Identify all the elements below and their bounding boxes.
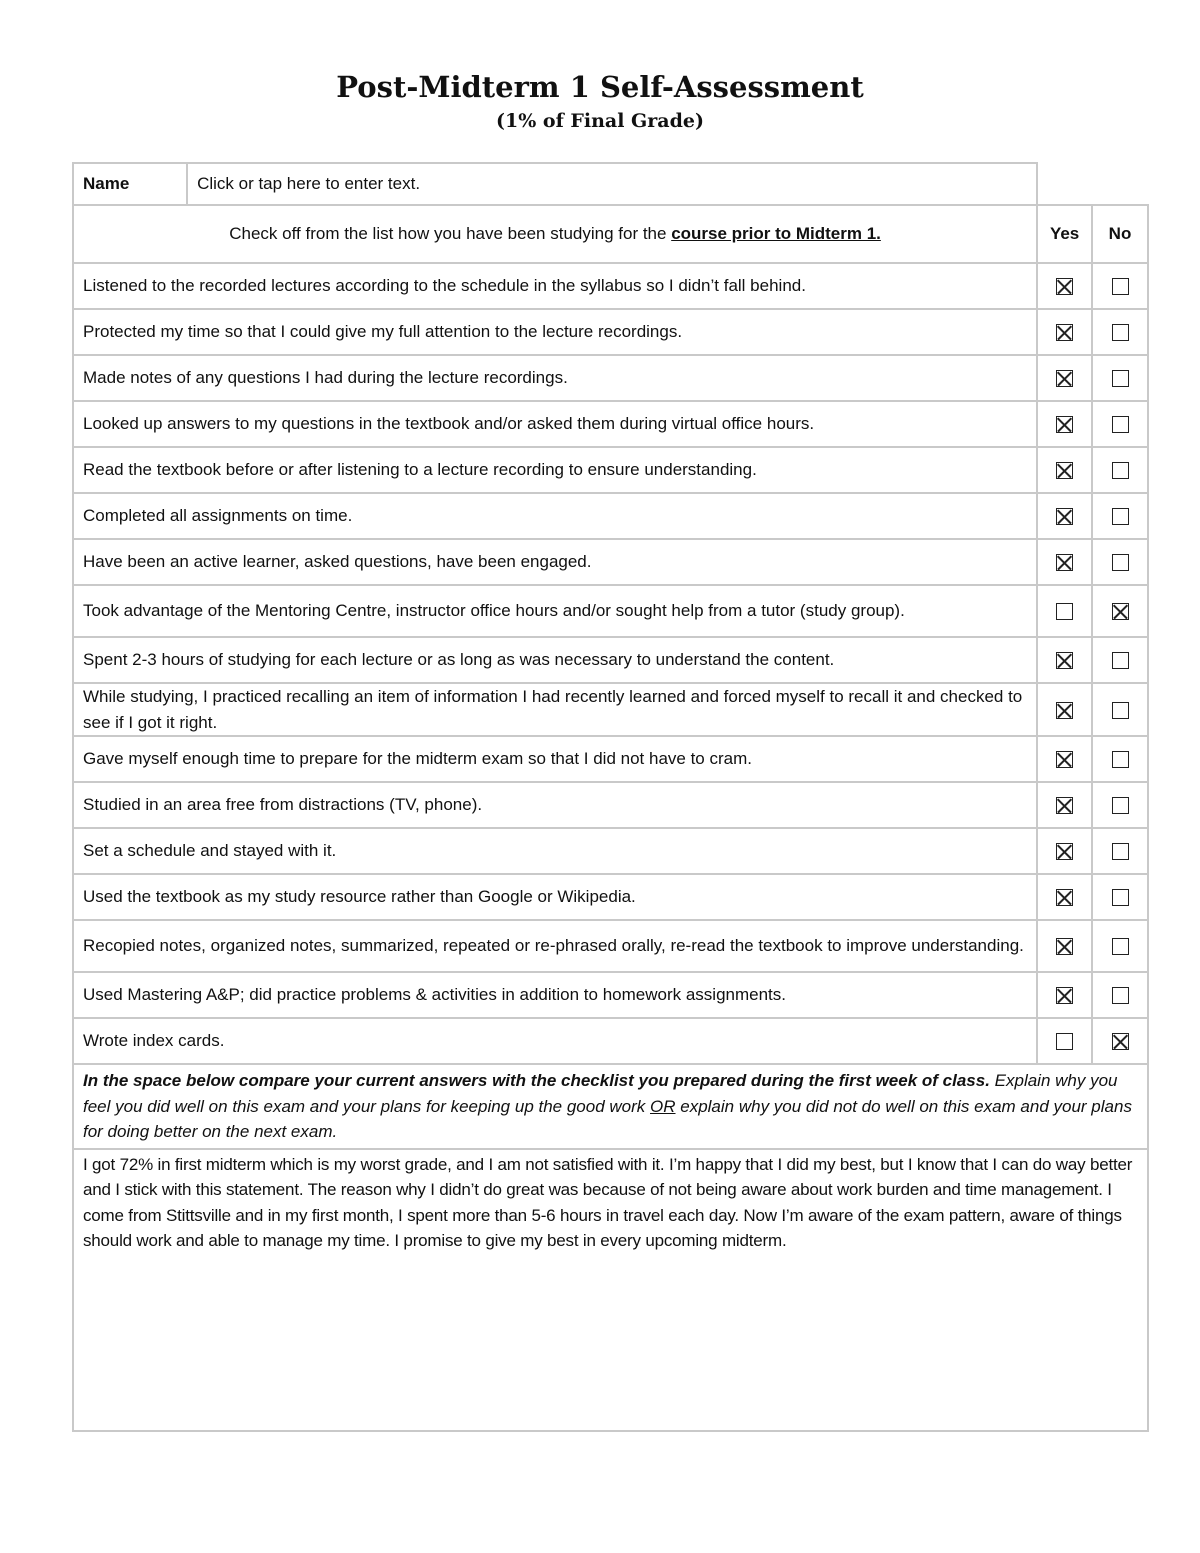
checklist-item-text: Used the textbook as my study resource rather than Google or Wikipedia. <box>73 874 1037 920</box>
yes-cell <box>1037 539 1092 585</box>
no-cell <box>1092 782 1148 828</box>
yes-checkbox[interactable] <box>1056 462 1073 479</box>
reflection-instruction-or: OR <box>650 1096 676 1116</box>
yes-cell <box>1037 683 1092 736</box>
checklist-item-text: While studying, I practiced recalling an item of information I had recently learned and forced myself to recall it and checked to see if I got it right. <box>73 683 1037 736</box>
yes-checkbox[interactable] <box>1056 1033 1073 1050</box>
no-cell <box>1092 683 1148 736</box>
checklist-row <box>73 401 1148 447</box>
checklist-row <box>73 637 1148 683</box>
checklist-row <box>73 263 1148 309</box>
checklist-row <box>73 920 1148 972</box>
no-cell <box>1092 637 1148 683</box>
no-checkbox[interactable] <box>1112 938 1129 955</box>
yes-checkbox[interactable] <box>1056 278 1073 295</box>
checklist-row <box>73 585 1148 637</box>
no-cell <box>1092 828 1148 874</box>
no-checkbox[interactable] <box>1112 797 1129 814</box>
yes-checkbox[interactable] <box>1056 508 1073 525</box>
checklist-row <box>73 683 1148 736</box>
yes-checkbox[interactable] <box>1056 702 1073 719</box>
checklist-row <box>73 309 1148 355</box>
instruction-prefix: Check off from the list how you have been studying for the <box>229 224 672 244</box>
yes-column-header: Yes <box>1037 205 1092 263</box>
yes-cell <box>1037 920 1092 972</box>
no-checkbox[interactable] <box>1112 751 1129 768</box>
yes-cell <box>1037 309 1092 355</box>
checklist-item-text: Studied in an area free from distractions (TV, phone). <box>73 782 1037 828</box>
checklist-item-text: Looked up answers to my questions in the textbook and/or asked them during virtual office hours. <box>73 401 1037 447</box>
no-cell <box>1092 920 1148 972</box>
no-cell <box>1092 447 1148 493</box>
checklist-row <box>73 874 1148 920</box>
yes-checkbox[interactable] <box>1056 797 1073 814</box>
reflection-instruction-part2: explain why you did not do well on this exam and your plans for doing better on the next exam. <box>83 1096 1132 1141</box>
yes-cell <box>1037 585 1092 637</box>
checklist-row <box>73 1018 1148 1064</box>
checklist-row <box>73 782 1148 828</box>
checklist-table <box>72 162 1149 1432</box>
no-checkbox[interactable] <box>1112 702 1129 719</box>
checklist-item-text: Completed all assignments on time. <box>73 493 1037 539</box>
checklist-item-text: Set a schedule and stayed with it. <box>73 828 1037 874</box>
yes-cell <box>1037 874 1092 920</box>
reflection-instruction-part1: Explain why you feel you did well on this exam and your plans for keeping up the good work <box>83 1071 1118 1116</box>
reflection-response[interactable]: I got 72% in first midterm which is my worst grade, and I am not satisfied with it. I’m happy that I did my best, but I know that I can do way better and I stick with this statement. The reason why I didn’t do great was because of not being aware about work burden and time management. I come from Stittsville and in my first month, I spent more than 5-6 hours in travel each day. Now I’m aware of the exam pattern, aware of things should work and able to manage my time. I promise to give my best in every upcoming midterm. <box>73 1149 1148 1431</box>
checklist-item-text: Wrote index cards. <box>73 1018 1037 1064</box>
yes-checkbox[interactable] <box>1056 751 1073 768</box>
yes-checkbox[interactable] <box>1056 889 1073 906</box>
no-checkbox[interactable] <box>1112 843 1129 860</box>
yes-cell <box>1037 828 1092 874</box>
no-checkbox[interactable] <box>1112 278 1129 295</box>
checklist-item-text: Recopied notes, organized notes, summarized, repeated or re-phrased orally, re-read the textbook to improve understanding. <box>73 920 1037 972</box>
yes-cell <box>1037 263 1092 309</box>
name-input[interactable]: Click or tap here to enter text. <box>187 163 1037 205</box>
no-checkbox[interactable] <box>1112 652 1129 669</box>
reflection-instruction-row <box>73 1064 1148 1149</box>
no-cell <box>1092 539 1148 585</box>
no-column-header: No <box>1092 205 1148 263</box>
checklist-row <box>73 828 1148 874</box>
no-checkbox[interactable] <box>1112 889 1129 906</box>
checklist-item-text: Listened to the recorded lectures according to the schedule in the syllabus so I didn’t fall behind. <box>73 263 1037 309</box>
yes-checkbox[interactable] <box>1056 987 1073 1004</box>
name-row-spacer <box>1037 163 1148 205</box>
checklist-item-text: Read the textbook before or after listening to a lecture recording to ensure understanding. <box>73 447 1037 493</box>
checklist-row <box>73 447 1148 493</box>
page-title: Post-Midterm 1 Self-Assessment <box>336 70 864 104</box>
no-cell <box>1092 401 1148 447</box>
yes-checkbox[interactable] <box>1056 370 1073 387</box>
yes-cell <box>1037 401 1092 447</box>
checklist-item-text: Took advantage of the Mentoring Centre, instructor office hours and/or sought help from a tutor (study group). <box>73 585 1037 637</box>
checklist-row <box>73 972 1148 1018</box>
reflection-response-row <box>73 1149 1148 1431</box>
no-cell <box>1092 309 1148 355</box>
instruction-emphasis: course prior to Midterm 1. <box>671 224 881 244</box>
checklist-item-text: Spent 2-3 hours of studying for each lecture or as long as was necessary to understand the content. <box>73 637 1037 683</box>
no-checkbox[interactable] <box>1112 1033 1129 1050</box>
yes-checkbox[interactable] <box>1056 324 1073 341</box>
checklist-row <box>73 539 1148 585</box>
reflection-instruction-bold: In the space below compare your current answers with the checklist you prepared during the first week of class. <box>83 1071 990 1090</box>
reflection-instruction <box>73 1064 1148 1149</box>
no-cell <box>1092 1018 1148 1064</box>
no-checkbox[interactable] <box>1112 987 1129 1004</box>
yes-checkbox[interactable] <box>1056 843 1073 860</box>
checklist-item-text: Have been an active learner, asked questions, have been engaged. <box>73 539 1037 585</box>
yes-checkbox[interactable] <box>1056 554 1073 571</box>
checklist-header-row <box>73 205 1148 263</box>
no-cell <box>1092 355 1148 401</box>
yes-cell <box>1037 493 1092 539</box>
no-cell <box>1092 263 1148 309</box>
yes-cell <box>1037 637 1092 683</box>
checklist-row <box>73 493 1148 539</box>
yes-cell <box>1037 355 1092 401</box>
no-cell <box>1092 585 1148 637</box>
checklist-item-text: Made notes of any questions I had during the lecture recordings. <box>73 355 1037 401</box>
page-subtitle: (1% of Final Grade) <box>496 110 704 132</box>
no-checkbox[interactable] <box>1112 462 1129 479</box>
yes-checkbox[interactable] <box>1056 416 1073 433</box>
assessment-form <box>72 162 1149 1432</box>
yes-cell <box>1037 972 1092 1018</box>
yes-cell <box>1037 1018 1092 1064</box>
no-checkbox[interactable] <box>1112 554 1129 571</box>
checklist-item-text: Protected my time so that I could give my full attention to the lecture recordings. <box>73 309 1037 355</box>
checklist-row <box>73 736 1148 782</box>
name-row <box>73 163 1148 205</box>
name-label: Name <box>73 163 187 205</box>
no-checkbox[interactable] <box>1112 370 1129 387</box>
no-cell <box>1092 736 1148 782</box>
checklist-item-text: Gave myself enough time to prepare for the midterm exam so that I did not have to cram. <box>73 736 1037 782</box>
yes-cell <box>1037 447 1092 493</box>
checklist-item-text: Used Mastering A&P; did practice problems & activities in addition to homework assignments. <box>73 972 1037 1018</box>
no-checkbox[interactable] <box>1112 508 1129 525</box>
checklist-row <box>73 355 1148 401</box>
no-cell <box>1092 972 1148 1018</box>
no-checkbox[interactable] <box>1112 603 1129 620</box>
yes-checkbox[interactable] <box>1056 652 1073 669</box>
yes-cell <box>1037 736 1092 782</box>
no-checkbox[interactable] <box>1112 416 1129 433</box>
yes-cell <box>1037 782 1092 828</box>
yes-checkbox[interactable] <box>1056 938 1073 955</box>
no-cell <box>1092 874 1148 920</box>
checklist-instruction <box>73 205 1037 263</box>
no-cell <box>1092 493 1148 539</box>
yes-checkbox[interactable] <box>1056 603 1073 620</box>
no-checkbox[interactable] <box>1112 324 1129 341</box>
